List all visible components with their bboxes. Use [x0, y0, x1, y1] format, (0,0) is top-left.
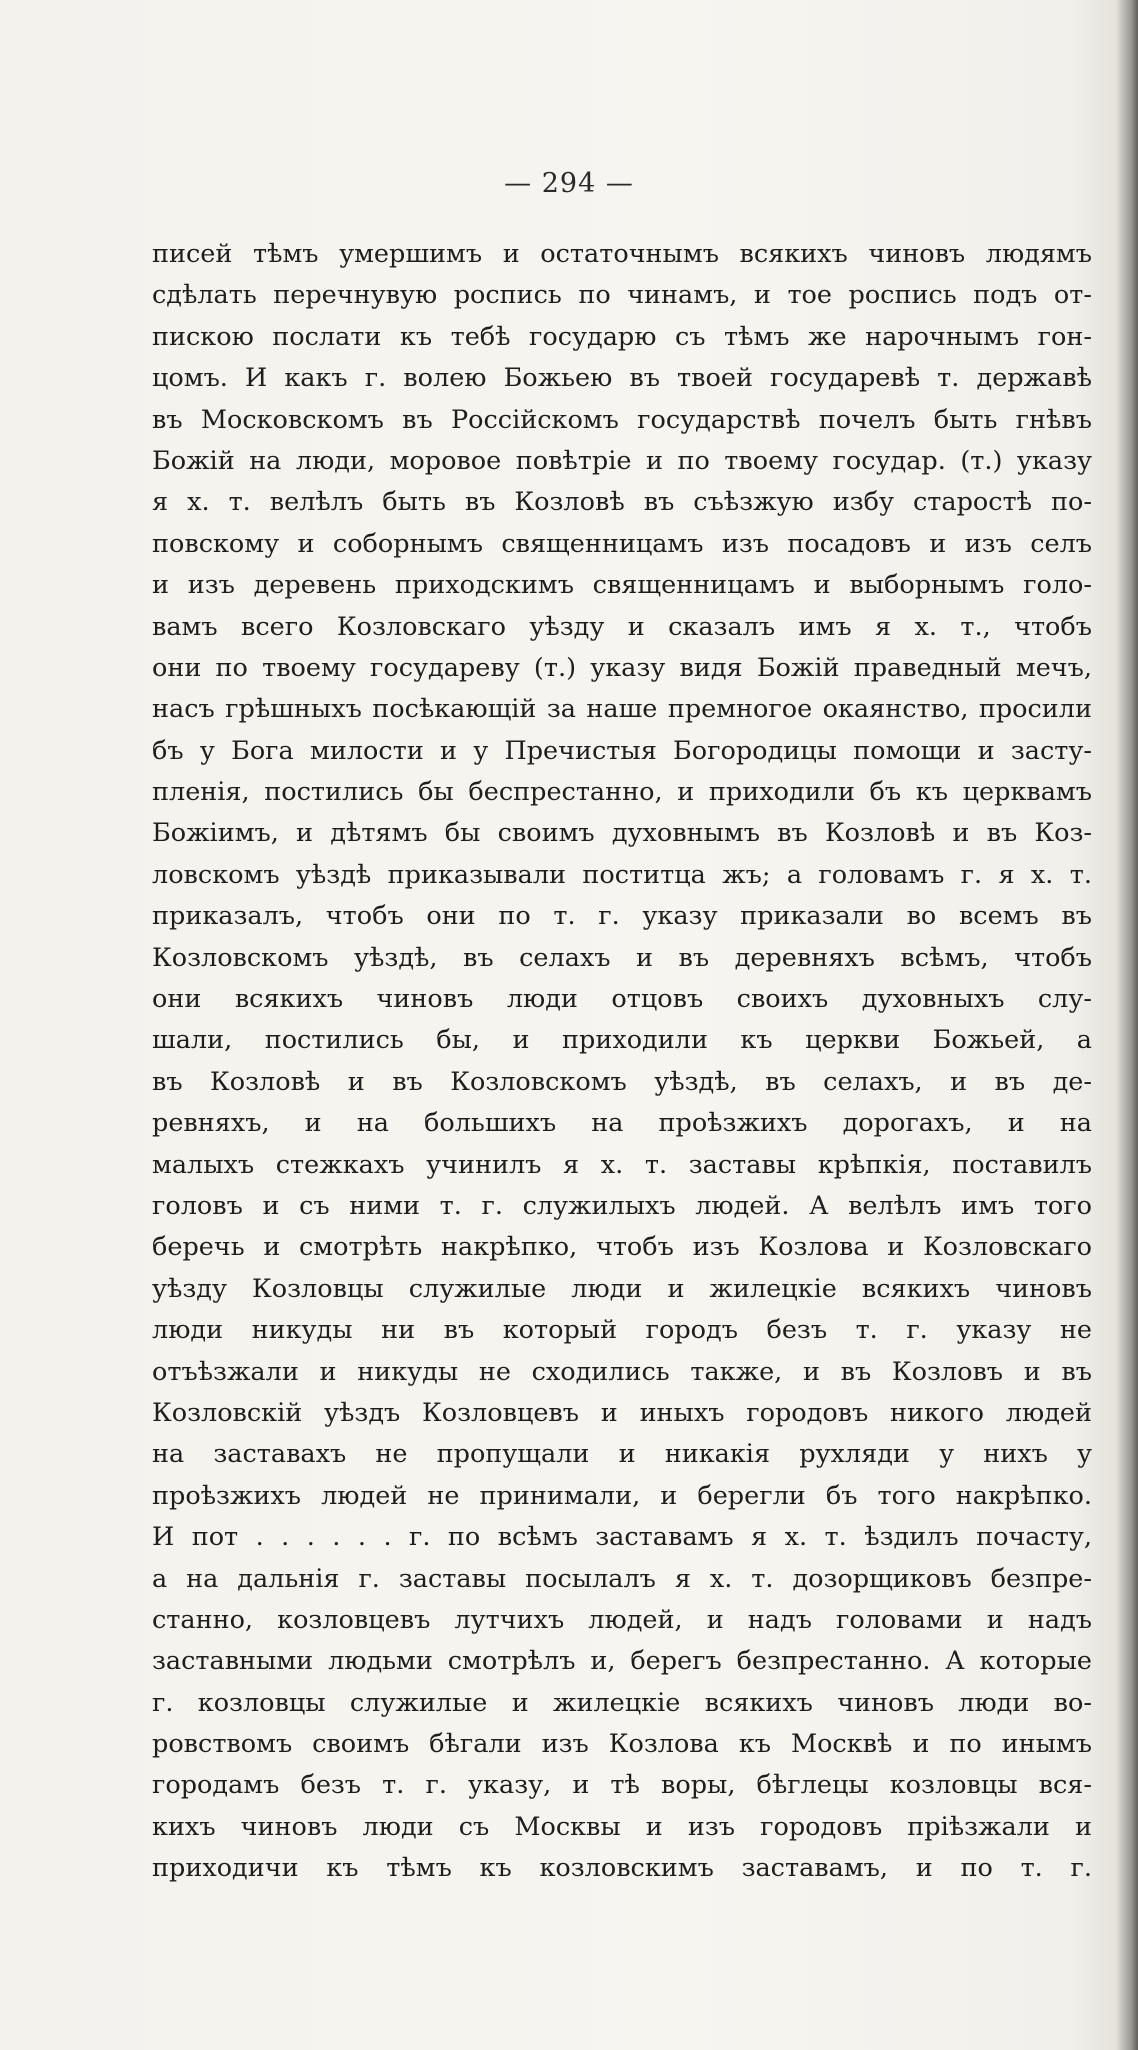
- text-line: пленія, постились бы беспрестанно, и приходили бъ къ церквамъ: [152, 777, 1092, 808]
- text-line: И пот . . . . . . г. по всѣмъ заставамъ я х. т. ѣздилъ почасту,: [152, 1522, 1092, 1553]
- text-line: шали, постились бы, и приходили къ церкви Божьей, а: [152, 1025, 1092, 1056]
- text-line: приказалъ, чтобъ они по т. г. указу приказали во всемъ въ: [152, 901, 1092, 932]
- text-line: они всякихъ чиновъ люди отцовъ своихъ духовныхъ слу-: [152, 984, 1092, 1015]
- text-line: малыхъ стежкахъ учинилъ я х. т. заставы крѣпкія, поставилъ: [152, 1149, 1092, 1180]
- text-line: и изъ деревень приходскимъ священницамъ и выборнымъ голо-: [152, 570, 1092, 601]
- text-line: я х. т. велѣлъ быть въ Козловѣ въ съѣзжую избу старостѣ по-: [152, 487, 1092, 518]
- text-line: они по твоему государеву (т.) указу видя Божій праведный мечъ,: [152, 652, 1092, 683]
- text-line: на заставахъ не пропущали и никакія рухляди у нихъ у: [152, 1439, 1092, 1470]
- text-line: въ Московскомъ въ Россійскомъ государствѣ почелъ быть гнѣвъ: [152, 404, 1092, 435]
- text-line: вамъ всего Козловскаго уѣзду и сказалъ имъ я х. т., чтобъ: [152, 611, 1092, 642]
- text-line: пискою послати къ тебѣ государю съ тѣмъ же нарочнымъ гон-: [152, 321, 1092, 352]
- text-line: Козловскій уѣздъ Козловцевъ и иныхъ городовъ никого людей: [152, 1397, 1092, 1428]
- text-line: ровствомъ своимъ бѣгали изъ Козлова къ Москвѣ и по инымъ: [152, 1729, 1092, 1760]
- text-line: ревняхъ, и на большихъ на проѣзжихъ дорогахъ, и на: [152, 1108, 1092, 1139]
- text-line: бъ у Бога милости и у Пречистыя Богородицы помощи и засту-: [152, 735, 1092, 766]
- text-line: станно, козловцевъ лутчихъ людей, и надъ головами и надъ: [152, 1604, 1092, 1635]
- text-line: повскому и соборнымъ священницамъ изъ посадовъ и изъ селъ: [152, 528, 1092, 559]
- text-line: ловскомъ уѣздѣ приказывали поститца жъ; а головамъ г. я х. т.: [152, 859, 1092, 890]
- text-line: уѣзду Козловцы служилые люди и жилецкіе всякихъ чиновъ: [152, 1273, 1092, 1304]
- text-line: писей тѣмъ умершимъ и остаточнымъ всякихъ чиновъ людямъ: [152, 239, 1092, 269]
- text-line: въ Козловѣ и въ Козловскомъ уѣздѣ, въ селахъ, и въ де-: [152, 1066, 1092, 1097]
- text-line: головъ и съ ними т. г. служилыхъ людей. А велѣлъ имъ того: [152, 1190, 1092, 1221]
- text-line: Козловскомъ уѣздѣ, въ селахъ и въ деревняхъ всѣмъ, чтобъ: [152, 942, 1092, 973]
- text-line: кихъ чиновъ люди съ Москвы и изъ городовъ пріѣзжали и: [152, 1811, 1092, 1842]
- text-line: беречь и смотрѣть накрѣпко, чтобъ изъ Козлова и Козловскаго: [152, 1232, 1092, 1263]
- text-line: городамъ безъ т. г. указу, и тѣ воры, бѣглецы козловцы вся-: [152, 1770, 1092, 1801]
- text-line: отъѣзжали и никуды не сходились также, и въ Козловъ и въ: [152, 1356, 1092, 1387]
- text-line: г. козловцы служилые и жилецкіе всякихъ чиновъ люди во-: [152, 1687, 1092, 1718]
- text-line: заставными людьми смотрѣлъ и, берегъ безпрестанно. А которые: [152, 1646, 1092, 1677]
- text-line: а на дальнія г. заставы посылалъ я х. т. дозорщиковъ безпре-: [152, 1563, 1092, 1594]
- text-line: Божіимъ, и дѣтямъ бы своимъ духовнымъ въ Козловѣ и въ Коз-: [152, 818, 1092, 849]
- text-line: цомъ. И какъ г. волею Божьею въ твоей государевѣ т. державѣ: [152, 363, 1092, 394]
- body-text: [152, 234, 1092, 1890]
- text-line: Божій на люди, моровое повѣтріе и по твоему государ. (т.) указу: [152, 445, 1092, 476]
- page-edge-shadow: [1116, 0, 1138, 2050]
- text-line: люди никуды ни въ который городъ безъ т. г. указу не: [152, 1315, 1092, 1346]
- text-line: проѣзжихъ людей не принимали, и берегли бъ того накрѣпко.: [152, 1480, 1092, 1511]
- page-number: — 294 —: [504, 168, 634, 199]
- text-line: приходичи къ тѣмъ къ козловскимъ заставамъ, и по т. г.: [152, 1853, 1092, 1884]
- text-line: насъ грѣшныхъ посѣкающій за наше премногое окаянство, просили: [152, 694, 1092, 725]
- text-line: сдѣлать перечнувую роспись по чинамъ, и тое роспись подъ от-: [152, 280, 1092, 311]
